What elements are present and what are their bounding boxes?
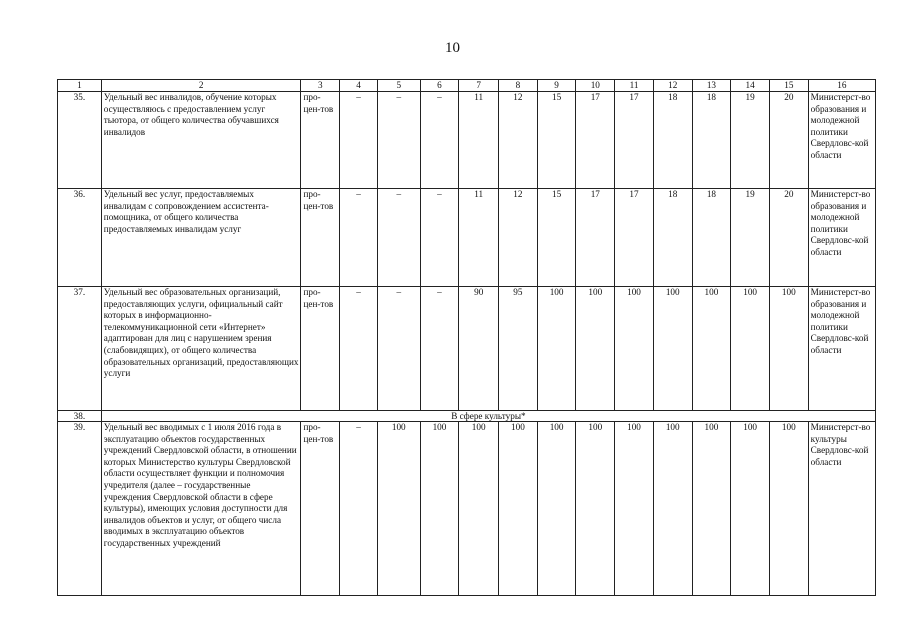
value-cell: 100 [769,287,808,411]
row-number: 37. [58,287,102,411]
value-cell: 11 [459,92,499,189]
column-header: 13 [692,80,731,92]
unit-cell: про-цен-тов [301,422,340,596]
value-cell: – [340,287,378,411]
value-cell: 100 [731,422,770,596]
value-cell: – [420,287,459,411]
value-cell: 18 [692,189,731,287]
value-cell: 100 [459,422,499,596]
value-cell: 17 [615,92,654,189]
executor-cell: Министерст-во образования и молодежной политики Свердловс-кой области [808,189,875,287]
value-cell: 95 [499,287,538,411]
value-cell: 100 [653,422,692,596]
column-header: 11 [615,80,654,92]
table-row [58,92,876,189]
value-cell: 100 [692,422,731,596]
unit-cell: про-цен-тов [301,287,340,411]
indicator-description: Удельный вес инвалидов, обучение которых осуществляюсь с предоставлением услуг тьютора, от общего количества обучавшихся инвалидов [101,92,301,189]
column-header: 7 [459,80,499,92]
value-cell: 100 [653,287,692,411]
value-cell: 100 [576,287,615,411]
indicator-description: Удельный вес образовательных организаций, предоставляющих услуги, официальный сайт которых в информационно-телекоммуникационной сети «Интернет» адаптирован для лиц с нарушением зрения (слабовидящих), от общего количества образовательных организаций, предоставляющих услуги [101,287,301,411]
value-cell: 18 [653,92,692,189]
column-header: 2 [101,80,301,92]
value-cell: – [340,422,378,596]
executor-cell: Министерст-во культуры Свердловс-кой области [808,422,875,596]
indicator-description: Удельный вес услуг, предоставляемых инвалидам с сопровождением ассистента-помощника, от общего количества предоставляемых инвалидам услуг [101,189,301,287]
value-cell: 100 [576,422,615,596]
value-cell: 18 [653,189,692,287]
column-header: 9 [537,80,576,92]
value-cell: 12 [499,189,538,287]
value-cell: – [377,92,420,189]
value-cell: 11 [459,189,499,287]
value-cell: – [420,189,459,287]
table-row [58,422,876,596]
value-cell: 100 [377,422,420,596]
table-row [58,287,876,411]
column-header: 1 [58,80,102,92]
column-header: 16 [808,80,875,92]
column-header: 5 [377,80,420,92]
value-cell: 20 [769,189,808,287]
page-number: 10 [445,40,460,56]
value-cell: 15 [537,189,576,287]
value-cell: – [420,92,459,189]
value-cell: – [340,92,378,189]
value-cell: 19 [731,189,770,287]
column-header: 8 [499,80,538,92]
value-cell: 12 [499,92,538,189]
row-number: 36. [58,189,102,287]
value-cell: 17 [576,92,615,189]
value-cell: 17 [615,189,654,287]
value-cell: – [340,189,378,287]
header-row [58,80,876,92]
executor-cell: Министерст-во образования и молодежной политики Свердловс-кой области [808,92,875,189]
column-header: 4 [340,80,378,92]
unit-cell: про-цен-тов [301,189,340,287]
row-number: 39. [58,422,102,596]
value-cell: 100 [692,287,731,411]
row-number: 35. [58,92,102,189]
value-cell: 100 [420,422,459,596]
table-row [58,189,876,287]
indicator-description: Удельный вес вводимых с 1 июля 2016 года в эксплуатацию объектов государственных учреждений Свердловской области, в отношении которых Министерство культуры Свердловской области осуществляет функции и полномочия учредителя (далее – государственные учреждения Свердловской области в сфере культуры), имеющих условия доступности для инвалидов объектов и услуг, от общего числа вводимых в эксплуатацию объектов государственных учреждений [101,422,301,596]
unit-cell: про-цен-тов [301,92,340,189]
column-header: 3 [301,80,340,92]
column-header: 6 [420,80,459,92]
section-title: В сфере культуры* [101,411,875,422]
value-cell: – [377,189,420,287]
executor-cell: Министерст-во образования и молодежной политики Свердловс-кой области [808,287,875,411]
value-cell: 18 [692,92,731,189]
row-number: 38. [58,411,102,422]
value-cell: 100 [615,287,654,411]
value-cell: – [377,287,420,411]
value-cell: 100 [769,422,808,596]
column-header: 15 [769,80,808,92]
value-cell: 100 [499,422,538,596]
value-cell: 19 [731,92,770,189]
column-header: 12 [653,80,692,92]
value-cell: 90 [459,287,499,411]
column-header: 14 [731,80,770,92]
value-cell: 20 [769,92,808,189]
value-cell: 15 [537,92,576,189]
value-cell: 100 [537,422,576,596]
section-row [58,411,876,422]
value-cell: 100 [615,422,654,596]
value-cell: 17 [576,189,615,287]
value-cell: 100 [731,287,770,411]
column-header: 10 [576,80,615,92]
value-cell: 100 [537,287,576,411]
indicators-table [57,79,876,596]
